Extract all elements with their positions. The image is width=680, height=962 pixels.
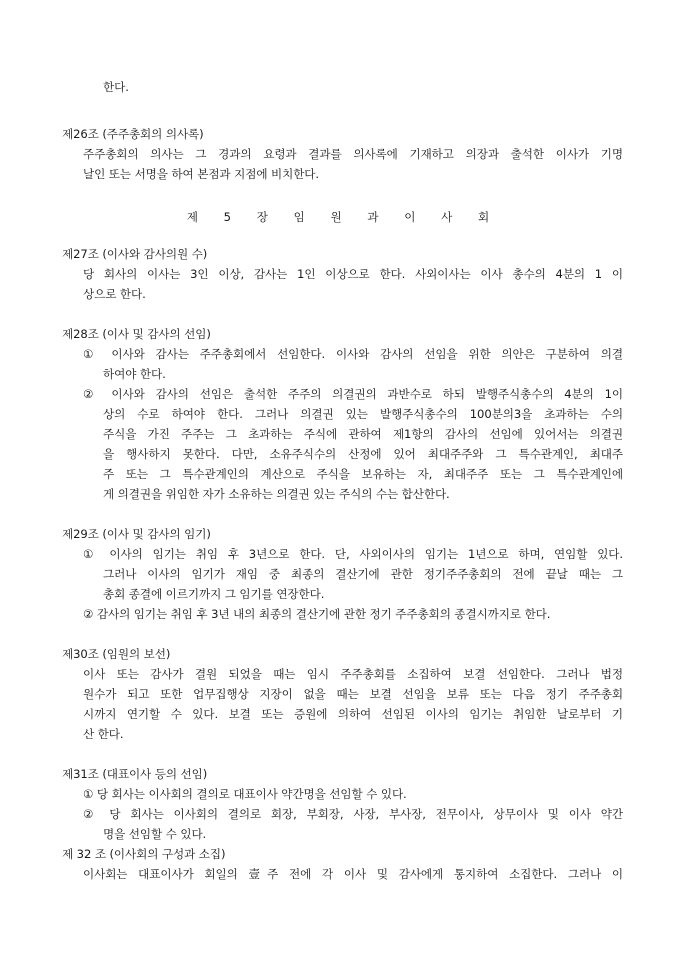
text-line: ② 당 회사는 이사회의 결의로 회장, 부회장, 사장, 부사장, 전무이사, 상무이사 및 이사 약간 bbox=[83, 807, 623, 821]
article-heading: 제26조 (주주총회의 의사록) bbox=[62, 127, 204, 141]
text-line: 날인 또는 서명을 하여 본점과 지점에 비치한다. bbox=[83, 167, 319, 181]
text-line: 상의 수로 하여야 한다. 그러나 의결권 있는 발행주식총수의 100분의3을 초과하는 수의 bbox=[103, 407, 623, 421]
chapter-title: 제 5 장 임 원 과 이 사 회 bbox=[186, 210, 494, 224]
text-line: 그러나 이사의 임기가 재임 중 최종의 결산기에 관한 정기주주총회의 전에 끝날 때는 그 bbox=[103, 567, 623, 581]
text-line: 이사 또는 감사가 결원 되었을 때는 임시 주주총회를 소집하여 보결 선임한다. 그러나 법정 bbox=[83, 667, 623, 681]
article-heading: 제31조 (대표이사 등의 선임) bbox=[62, 767, 208, 781]
text-line: 상으로 한다. bbox=[83, 287, 146, 301]
text-line: ① 이사의 임기는 취임 후 3년으로 한다. 단, 사외이사의 임기는 1년으로 하며, 연임할 있다. bbox=[83, 547, 623, 561]
text-line: ① 당 회사는 이사회의 결의로 대표이사 약간명을 선임할 수 있다. bbox=[83, 787, 407, 801]
text-line: 이사회는 대표이사가 회일의 壹주 전에 각 이사 및 감사에게 통지하여 소집한다. 그러나 이 bbox=[83, 867, 623, 881]
text-line: 한다. bbox=[103, 80, 129, 94]
text-line: 하여야 한다. bbox=[103, 367, 166, 381]
text-line: 주주총회의 의사는 그 경과의 요령과 결과를 의사록에 기재하고 의장과 출석한 이사가 기명 bbox=[83, 147, 623, 161]
text-line: 원수가 되고 또한 업무집행상 지장이 없을 때는 보결 선임을 보류 또는 다음 정기 주주총회 bbox=[83, 687, 623, 701]
text-line: 명을 선임할 수 있다. bbox=[103, 827, 207, 841]
text-line: 을 행사하지 못한다. 다만, 소유주식수의 산정에 있어 최대주주와 그 특수관계인, 최대주 bbox=[103, 447, 623, 461]
article-heading: 제30조 (임원의 보선) bbox=[62, 647, 171, 661]
text-line: 당 회사의 이사는 3인 이상, 감사는 1인 이상으로 한다. 사외이사는 이사 총수의 4분의 1 이 bbox=[83, 267, 623, 281]
text-line: ② 감사의 임기는 취임 후 3년 내의 최종의 결산기에 관한 정기 주주총회의 종결시까지로 한다. bbox=[83, 607, 551, 621]
text-line: 주 또는 그 특수관계인의 계산으로 주식을 보유하는 자, 최대주주 또는 그 특수관계인에 bbox=[103, 467, 623, 481]
text-line: 총회 종결에 이르기까지 그 임기를 연장한다. bbox=[103, 587, 325, 601]
article-heading: 제 32 조 (이사회의 구성과 소집) bbox=[62, 847, 226, 861]
text-line: 주식을 가진 주주는 그 초과하는 주식에 관하여 제1항의 감사의 선임에 있어서는 의결권 bbox=[103, 427, 623, 441]
article-heading: 제29조 (이사 및 감사의 임기) bbox=[62, 527, 211, 541]
text-line: 시까지 연기할 수 있다. 보결 또는 증원에 의하여 선임된 이사의 임기는 취임한 날로부터 기 bbox=[83, 707, 623, 721]
text-line: ① 이사와 감사는 주주총회에서 선임한다. 이사와 감사의 선임을 위한 의안은 구분하여 의결 bbox=[83, 347, 623, 361]
article-heading: 제27조 (이사와 감사의원 수) bbox=[62, 247, 208, 261]
text-line: 게 의결권을 위임한 자가 소유하는 의결권 있는 주식의 수는 합산한다. bbox=[103, 487, 450, 501]
text-line: 산 한다. bbox=[83, 727, 124, 741]
text-line: ② 이사와 감사의 선임은 출석한 주주의 의결권의 과반수로 하되 발행주식총수의 4분의 1이 bbox=[83, 387, 623, 401]
article-heading: 제28조 (이사 및 감사의 선임) bbox=[62, 327, 211, 341]
